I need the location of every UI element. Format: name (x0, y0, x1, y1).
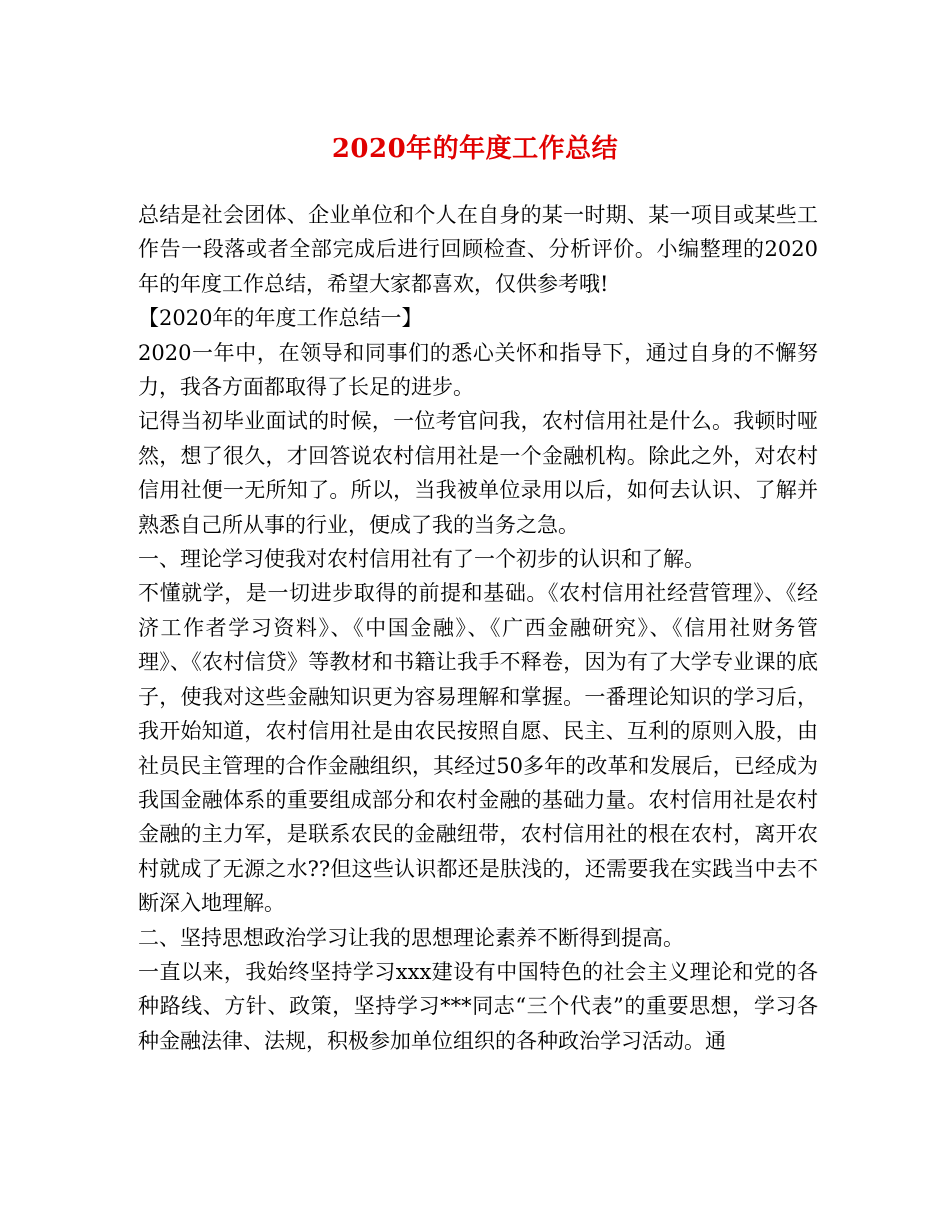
theory-study-paragraph: 不懂就学，是一切进步取得的前提和基础。《农村信用社经营管理》、《经济工作者学习资料》、《中国金融》、《广西金融研究》、《信用社财务管理》、《农村信贷》等教材和书籍让我手不释卷，因为有了大学专业课的底子，使我对这些金融知识更为容易理解和掌握。一番理论知识的学习后，我开始知道，农村信用社是由农民按照自愿、民主、互利的原则入股，由社员民主管理的合作金融组织，其经过50多年的改革和发展后，已经成为我国金融体系的重要组成部分和农村金融的基础力量。农村信用社是农村金融的主力军，是联系农民的金融纽带，农村信用社的根在农村，离开农村就成了无源之水??但这些认识都还是肤浅的，还需要我在实践当中去不断深入地理解。 (138, 581, 818, 916)
interview-paragraph: 记得当初毕业面试的时候，一位考官问我，农村信用社是什么。我顿时哑然，想了很久，才回答说农村信用社是一个金融机构。除此之外，对农村信用社便一无所知了。所以，当我被单位录用以后，如何去认识、了解并熟悉自己所从事的行业，便成了我的当务之急。 (138, 409, 818, 537)
point-one-heading: 一、理论学习使我对农村信用社有了一个初步的认识和了解。 (138, 547, 705, 572)
opening-paragraph: 2020一年中，在领导和同事们的悉心关怀和指导下，通过自身的不懈努力，我各方面都取得了长足的进步。 (138, 340, 818, 400)
document-title: 2020年的年度工作总结 (331, 134, 619, 164)
intro-paragraph: 总结是社会团体、企业单位和个人在自身的某一时期、某一项目或某些工作告一段落或者全部完成后进行回顾检查、分析评价。小编整理的2020年的年度工作总结，希望大家都喜欢，仅供参考哦! (138, 203, 818, 296)
point-two-heading: 二、坚持思想政治学习让我的思想理论素养不断得到提高。 (138, 925, 684, 950)
political-study-paragraph: 一直以来，我始终坚持学习xxx建设有中国特色的社会主义理论和党的各种路线、方针、政策，坚持学习***同志“三个代表”的重要思想，学习各种金融法律、法规，积极参加单位组织的各种政治学习活动。通 (138, 959, 818, 1053)
section-heading-one: 【2020年的年度工作总结一】 (138, 306, 423, 331)
document-body (138, 198, 818, 1058)
